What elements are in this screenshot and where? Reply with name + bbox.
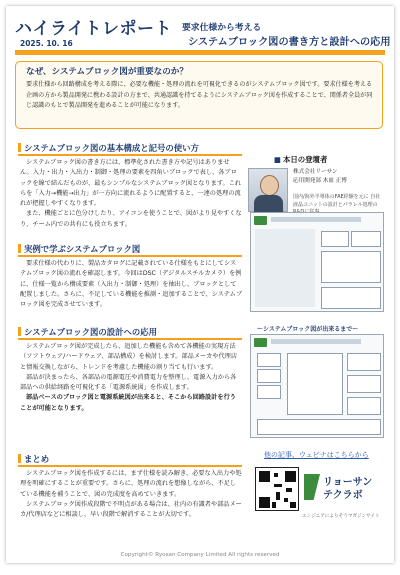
intro-text: 要求仕様から回路構成を考える際に、必要な機能・処理の流れを可視化できるのがシステムブロック図です。要求仕様を考える企画の方から製品開発に携わる設計の方まで、共通認識を持てるようにシステムブロック図を作成することで、関係者全員が同じ認識のもとで製品開発を進めることが可能になります。 (26, 81, 373, 110)
report-date: 2025. 10. 16 (20, 39, 73, 48)
paragraph: 要求仕様の代わりに、製品カタログに記載されている仕様をもとにしてシステムブロック図の流れを確認します。今回はDSC（デジタルスチルカメラ）を例に、仕様一覧から構成要素（入出力・制御・処理）を抽出し、ブロックとして配置しました。さらに、不足している機能を推測・追加することで、システムブロック図を完成させています。 (20, 260, 243, 309)
section-divider (18, 255, 242, 257)
section-divider (18, 154, 242, 156)
paragraph: システムブロック図の書き方には、標準化された書き方や記号はありません。入力・出力・入出力・制御・処理の要素を四角いブロックで表し、各ブロックを線で結んだものが、最もシンプルなシステムブロック図となります。これらを「入力→機能→出力」が一方向に流れるように配置すると、一連の処理の流れが把握しやすくなります。 (20, 159, 242, 208)
slide-spec-table (255, 229, 315, 307)
slide-thumbnail-2 (250, 334, 384, 438)
slide-block (287, 353, 343, 415)
report-subtitle: 要求仕様から考える (182, 23, 262, 33)
logo-line2: テクラボ (323, 490, 363, 501)
paragraph: 部品が決まったら、各部品の電源電圧や消費電力を整理し、電源入力から各部品への供給経路を可視化する「電源系統図」を作成します。 (20, 373, 237, 392)
slide-block (321, 287, 381, 309)
photo-head (260, 175, 279, 196)
report-title: ハイライトレポート (15, 19, 172, 39)
report-main-title: システムブロック図の書き方と設計への応用 (188, 37, 391, 48)
slide-block (257, 385, 281, 399)
header-divider (15, 50, 385, 55)
slide-block (257, 353, 281, 367)
intro-box (15, 61, 383, 129)
report-page (6, 6, 394, 563)
presenter-info (293, 168, 347, 185)
presenter-description: 国内/海外半導体のFAE経験を元に 自社液晶ユニットの設計とパラレル処理の (293, 194, 381, 208)
slide-title-bar (271, 217, 361, 222)
section-application-body (20, 342, 242, 414)
slide-logo-icon (254, 216, 267, 225)
logo-tagline: エンジニアによりそうマガジンサイト (302, 514, 380, 519)
slide-title-bar (271, 339, 361, 344)
paragraph: システムブロック図を作成するには、まず仕様を読み解き、必要な入出力や処理を明確にすることが重要です。さらに、処理の流れを想像しながら、不足している機能を補うことで、図の完成度を高めていきます。 (20, 470, 242, 498)
slide-logo-icon (254, 338, 267, 347)
slide-block (321, 231, 349, 247)
qr-code-icon[interactable] (255, 467, 299, 511)
slide-block (347, 375, 381, 393)
section-basics-body (20, 158, 242, 230)
slide-block (351, 231, 381, 247)
section-heading-application: システムブロック図の設計への応用 (18, 326, 157, 338)
presenter-title: ■ 本日の登壇者 (274, 154, 327, 165)
slide-block (257, 419, 381, 435)
paragraph: システムブロック図作成段階で不明点がある場合は、社内の有識者や部品メーカ/代理店などに相談し、早い段階で解消することが大切です。 (20, 500, 242, 519)
slide-block (321, 251, 381, 283)
section-summary-body (20, 469, 242, 520)
section-example-body (20, 259, 242, 310)
copyright-footer: Copyright© Ryosan Company Limited All rights reserved (120, 552, 280, 558)
section-divider (18, 465, 242, 467)
presenter-company: 株式会社リーサン (293, 169, 338, 175)
section-divider (18, 338, 242, 340)
diagram-caption: ～システムブロック図が出来るまで～ (257, 326, 359, 333)
webinar-link[interactable]: 他の記事、ウェビナはこちらから (264, 451, 369, 459)
paragraph: 部品ベースのブロック図と電源系統図が出来ると、そこから回路設計を行うことが可能となります。 (20, 394, 236, 412)
presenter-photo (248, 168, 288, 212)
ryosan-techlab-logo[interactable] (304, 472, 380, 506)
slide-block (257, 369, 281, 383)
presenter-name: 応用開発部 木皿 正博 (293, 177, 347, 184)
paragraph: また、機能ごとに色分けしたり、アイコンを使うことで、図がより見やすくなり、チーム内での共有にも役立ちます。 (20, 210, 242, 228)
section-heading-basics: システムブロック図の基本構成と記号の使い方 (18, 142, 199, 154)
paragraph: システムブロック図が完成したら、追加した機能も含めて各機能の実現方法（ソフトウェア/ハードウェア、部品構成）を検討します。部品メーカや代理店と情報交換しながら、トレンドを考慮した機能の割り当ても行います。 (20, 343, 238, 371)
intro-question: なぜ、システムブロック図が重要なのか？ (26, 67, 188, 77)
section-heading-summary: まとめ (18, 453, 49, 465)
slide-thumbnail-1 (250, 212, 384, 312)
slide-block (347, 397, 381, 415)
logo-line1: リョーサン (323, 477, 373, 488)
slide-block (347, 353, 381, 371)
section-heading-example: 実例で学ぶシステムブロック図 (18, 243, 140, 255)
logo-mark-icon (304, 474, 320, 500)
photo-body (254, 195, 283, 212)
